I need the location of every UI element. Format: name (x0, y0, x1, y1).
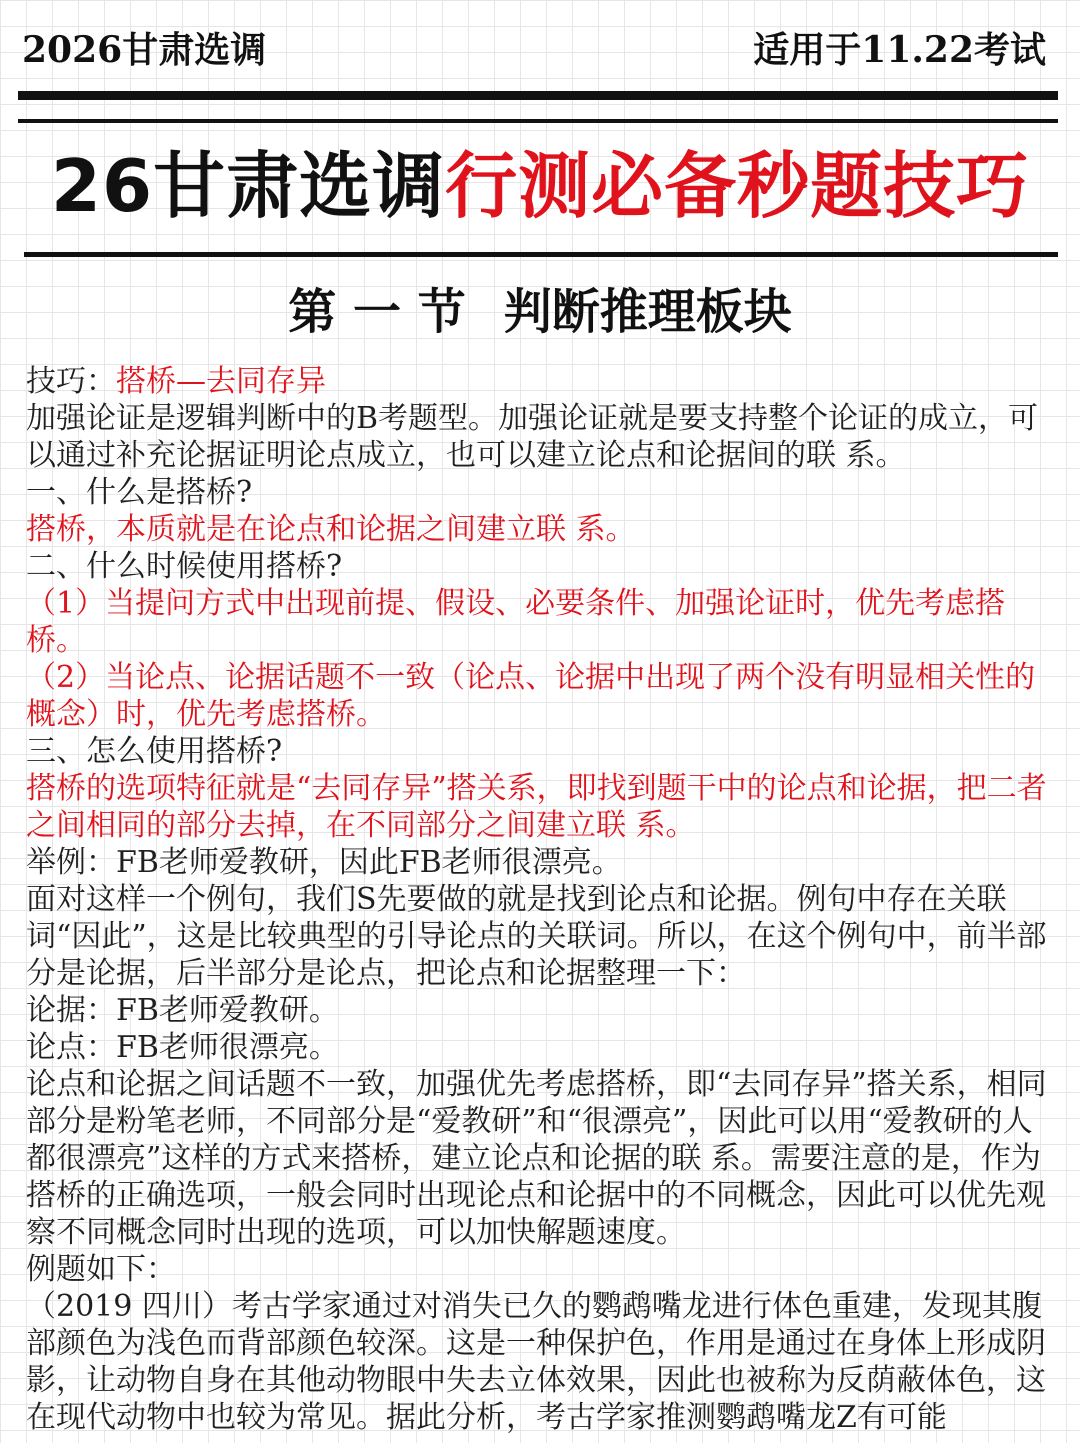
tip-label: 技巧： (26, 364, 116, 399)
question-2: 二、什么时候使用搭桥? (26, 549, 343, 584)
header-right-text: 适用于11.22考试 (753, 29, 1046, 71)
page-title-black: 26甘肃选调 (50, 144, 446, 228)
tip-value: 搭桥—去同存异 (116, 364, 326, 399)
article-body (26, 363, 1058, 1436)
section-title-number: 第 一 节 (288, 284, 466, 340)
question-1: 一、什么是搭桥? (26, 475, 253, 510)
answer-1: 搭桥，本质就是在论点和论据之间建立联 系。 (26, 512, 636, 547)
example-explanation: 论点和论据之间话题不一致，加强优先考虑搭桥，即“去同存异”搭关系，相同部分是粉笔老师，不同部分是“爱教研”和“很漂亮”，因此可以用“爱教研的人都很漂亮”这样的方式来搭桥，建立论点和论据的联 系。需要注意的是，作为搭桥的正确选项，一般会同时出现论点和论据中的不同概念，因此可以优先观察不同概念同时出现的选项，可以加快解题速度。 (26, 1067, 1047, 1250)
answer-2-item-1: （1）当提问方式中出现前提、假设、必要条件、加强论证时，优先考虑搭桥。 (26, 586, 1006, 658)
example-argument: 论点：FB老师很漂亮。 (26, 1030, 339, 1065)
example-sentence: 举例：FB老师爱教研，因此FB老师很漂亮。 (26, 845, 622, 880)
answer-3: 搭桥的选项特征就是“去同存异”搭关系，即找到题干中的论点和论据，把二者之间相同的部分去掉，在不同部分之间建立联 系。 (26, 771, 1047, 843)
section-title (0, 282, 1080, 342)
header-left-text: 2026甘肃选调 (22, 29, 267, 71)
tip-line (26, 363, 1058, 400)
example-evidence: 论据：FB老师爱教研。 (26, 993, 339, 1028)
paragraph-intro: 加强论证是逻辑判断中的B考题型。加强论证就是要支持整个论证的成立，可以通过补充论据证明论点成立，也可以建立论点和论据间的联 系。 (26, 401, 1039, 473)
example-analysis: 面对这样一个例句，我们S先要做的就是找到论点和论据。例句中存在关联词“因此”，这是比较典型的引导论点的关联词。所以，在这个例句中，前半部分是论据，后半部分是论点，把论点和论据整理一下： (26, 882, 1047, 991)
page-title-red: 行测必备秒题技巧 (445, 144, 1030, 228)
answer-2-item-2: （2）当论点、论据话题不一致（论点、论据中出现了两个没有明显相关性的概念）时，优先考虑搭桥。 (26, 660, 1036, 732)
top-thick-rule (18, 91, 1058, 100)
title-bottom-rule (24, 252, 1058, 257)
question-3: 三、怎么使用搭桥? (26, 734, 283, 769)
section-title-name: 判断推理板块 (503, 284, 792, 340)
example-question: （2019 四川）考古学家通过对消失已久的鹦鹉嘴龙进行体色重建，发现其腹部颜色为浅色而背部颜色较深。这是一种保护色，作用是通过在身体上形成阴影，让动物自身在其他动物眼中失去立体效果，因此也被称为反荫蔽体色，这在现代动物中也较为常见。据此分析，考古学家推测鹦鹉嘴龙Z有可能 (26, 1289, 1046, 1435)
top-thin-rule (18, 119, 1058, 123)
page-title (0, 140, 1080, 232)
example-intro: 例题如下： (26, 1252, 176, 1287)
